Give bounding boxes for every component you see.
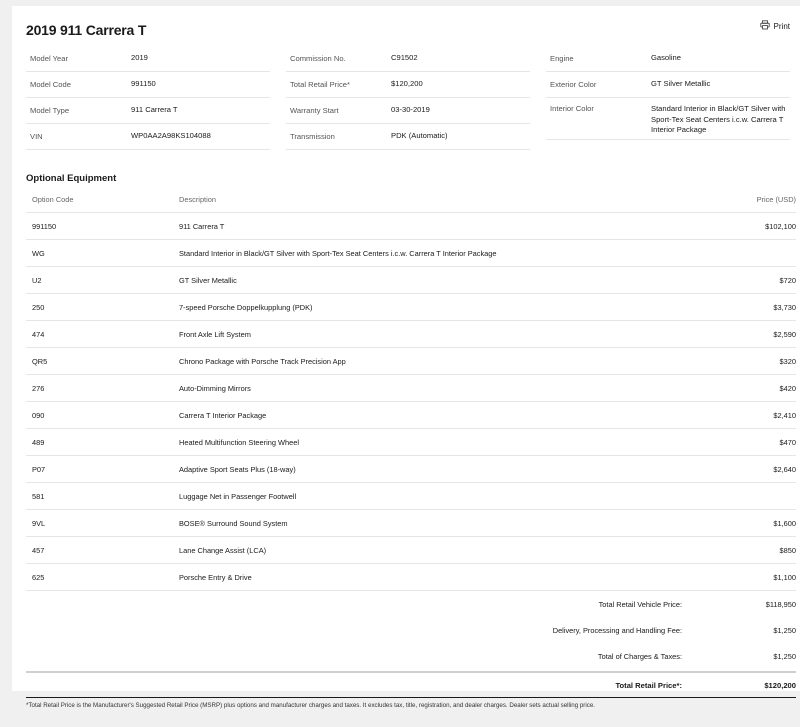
table-header — [26, 186, 796, 213]
price-summary — [26, 591, 796, 669]
header-description: Description — [179, 194, 216, 204]
description-cell: Auto-Dimming Mirrors — [179, 383, 251, 393]
page-title: 2019 911 Carrera T — [26, 22, 147, 38]
total-row — [26, 673, 796, 698]
price-cell: $850 — [779, 545, 796, 555]
spec-row-model-type — [26, 98, 270, 124]
table-row — [26, 375, 796, 402]
description-cell: Adaptive Sport Seats Plus (18-way) — [179, 464, 296, 474]
spec-value: Gasoline — [651, 53, 681, 63]
spec-label: Model Year — [30, 54, 68, 63]
description-cell: Heated Multifunction Steering Wheel — [179, 437, 299, 447]
option-code-cell: U2 — [32, 275, 42, 285]
spec-row-exterior-color — [546, 72, 790, 98]
total-value: $120,200 — [764, 680, 796, 690]
table-row — [26, 213, 796, 240]
description-cell: BOSE® Surround Sound System — [179, 518, 288, 528]
spec-value: 991150 — [131, 79, 156, 89]
specs-column-2 — [286, 46, 530, 150]
header-option-code: Option Code — [32, 194, 74, 204]
description-cell: Standard Interior in Black/GT Silver with Sport-Tex Seat Centers i.c.w. Carrera T Interior Package — [179, 248, 497, 258]
optional-equipment-table — [26, 186, 796, 698]
spec-value: GT Silver Metallic — [651, 79, 711, 89]
spec-label: Warranty Start — [290, 106, 339, 115]
specs-column-3 — [546, 46, 790, 140]
spec-label: Total Retail Price* — [290, 80, 350, 89]
price-cell: $3,730 — [773, 302, 796, 312]
description-cell: Lane Change Assist (LCA) — [179, 545, 267, 555]
description-cell: Porsche Entry & Drive — [179, 572, 252, 582]
option-code-cell: 9VL — [32, 518, 46, 528]
option-code-cell: 457 — [32, 545, 45, 555]
table-row — [26, 483, 796, 510]
spec-value: WP0AA2A98KS104088 — [131, 131, 211, 141]
spec-row-model-year — [26, 46, 270, 72]
summary-value: $1,250 — [773, 625, 796, 635]
table-row — [26, 429, 796, 456]
table-row — [26, 240, 796, 267]
footnote: *Total Retail Price is the Manufacturer's Suggested Retail Price (MSRP) plus options and manufacturer charges and taxes. It excludes tax, title, registration, and dealer charges. Dealer sets actual selling price. — [26, 702, 595, 709]
table-row — [26, 294, 796, 321]
spec-label: VIN — [30, 132, 43, 141]
price-cell: $320 — [779, 356, 796, 366]
table-row — [26, 402, 796, 429]
summary-row — [26, 643, 796, 669]
optional-equipment-title: Optional Equipment — [26, 173, 117, 184]
print-button[interactable] — [760, 20, 790, 32]
description-cell: Luggage Net in Passenger Footwell — [179, 491, 297, 501]
option-code-cell: 489 — [32, 437, 45, 447]
spec-row-warranty — [286, 98, 530, 124]
price-cell: $470 — [779, 437, 796, 447]
price-cell: $420 — [779, 383, 796, 393]
spec-label: Exterior Color — [550, 80, 597, 89]
table-body — [26, 213, 796, 591]
table-row — [26, 321, 796, 348]
spec-label: Engine — [550, 54, 574, 63]
spec-row-total-retail — [286, 72, 530, 98]
summary-value: $1,250 — [773, 651, 796, 661]
spec-label: Commission No. — [290, 54, 346, 63]
spec-label: Model Type — [30, 106, 70, 115]
spec-label: Interior Color — [550, 104, 594, 113]
option-code-cell: 474 — [32, 329, 45, 339]
option-code-cell: 581 — [32, 491, 45, 501]
price-cell: $2,640 — [773, 464, 796, 474]
summary-row — [26, 617, 796, 643]
spec-value: 03-30-2019 — [391, 105, 430, 115]
table-row — [26, 564, 796, 591]
option-code-cell: QR5 — [32, 356, 48, 366]
price-cell: $2,410 — [773, 410, 796, 420]
spec-row-transmission — [286, 124, 530, 150]
price-cell: $2,590 — [773, 329, 796, 339]
spec-value: 2019 — [131, 53, 148, 63]
spec-row-engine — [546, 46, 790, 72]
printer-icon — [760, 20, 770, 32]
spec-label: Model Code — [30, 80, 71, 89]
description-cell: Carrera T Interior Package — [179, 410, 267, 420]
table-row — [26, 456, 796, 483]
price-cell: $102,100 — [765, 221, 796, 231]
specs-column-1 — [26, 46, 270, 150]
table-row — [26, 510, 796, 537]
summary-row — [26, 591, 796, 617]
spec-value: PDK (Automatic) — [391, 131, 448, 141]
price-cell: $720 — [779, 275, 796, 285]
total-label: Total Retail Price*: — [615, 680, 682, 690]
description-cell: 7-speed Porsche Doppelkupplung (PDK) — [179, 302, 313, 312]
description-cell: GT Silver Metallic — [179, 275, 237, 285]
spec-row-vin — [26, 124, 270, 150]
summary-label: Total of Charges & Taxes: — [597, 651, 682, 661]
summary-label: Delivery, Processing and Handling Fee: — [552, 625, 682, 635]
price-cell: $1,600 — [773, 518, 796, 528]
spec-row-commission — [286, 46, 530, 72]
spec-value: $120,200 — [391, 79, 423, 89]
option-code-cell: P07 — [32, 464, 46, 474]
table-row — [26, 267, 796, 294]
description-cell: 911 Carrera T — [179, 221, 225, 231]
header-price: Price (USD) — [756, 194, 796, 204]
table-row — [26, 348, 796, 375]
table-row — [26, 537, 796, 564]
price-cell: $1,100 — [773, 572, 796, 582]
option-code-cell: 991150 — [32, 221, 57, 231]
summary-value: $118,950 — [765, 599, 796, 609]
option-code-cell: 250 — [32, 302, 45, 312]
option-code-cell: WG — [32, 248, 45, 258]
summary-label: Total Retail Vehicle Price: — [598, 599, 682, 609]
description-cell: Front Axle Lift System — [179, 329, 251, 339]
vehicle-detail-card — [12, 6, 800, 691]
option-code-cell: 090 — [32, 410, 45, 420]
spec-row-model-code — [26, 72, 270, 98]
spec-row-interior-color — [546, 98, 790, 140]
print-label: Print — [773, 21, 790, 31]
description-cell: Chrono Package with Porsche Track Precision App — [179, 356, 346, 366]
spec-label: Transmission — [290, 132, 335, 141]
spec-value: Standard Interior in Black/GT Silver with Sport-Tex Seat Centers i.c.w. Carrera T Interior Package — [651, 104, 786, 134]
option-code-cell: 625 — [32, 572, 45, 582]
spec-value: C91502 — [391, 53, 418, 63]
spec-value: 911 Carrera T — [131, 105, 178, 115]
option-code-cell: 276 — [32, 383, 45, 393]
